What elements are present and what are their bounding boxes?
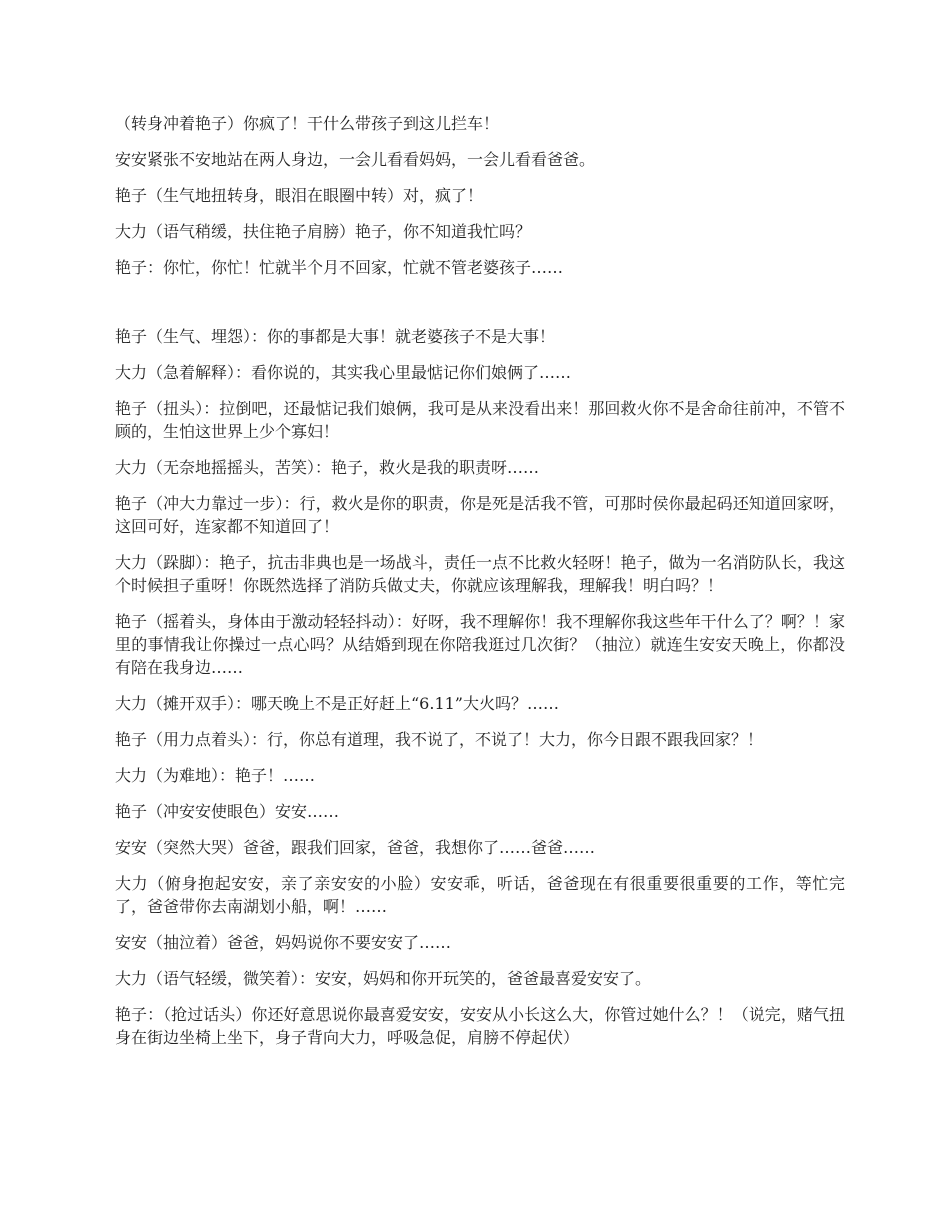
dialogue-line: 大力（语气轻缓，微笑着）：安安，妈妈和你开玩笑的，爸爸最喜爱安安了。 xyxy=(115,969,652,988)
dialogue-line: 艳子（冲大力靠过一步）：行，救火是你的职责，你是死是活我不管，可那时侯你最起码还知道回家呀，这回可好，连家都不知道回了！ xyxy=(115,494,845,536)
dialogue-line: 艳子（生气地扭转身，眼泪在眼圈中转）对，疯了！ xyxy=(115,186,484,205)
stage-direction: 安安紧张不安地站在两人身边，一会儿看看妈妈，一会儿看看爸爸。 xyxy=(115,150,596,169)
dialogue-line: 艳子（扭头）：拉倒吧，还最惦记我们娘俩，我可是从来没看出来！那回救火你不是舍命往前冲，不管不顾的，生怕这世界上少个寡妇！ xyxy=(115,399,845,441)
dialogue-line: 艳子：你忙，你忙！忙就半个月不回家，忙就不管老婆孩子…… xyxy=(115,258,564,277)
dialogue-line: 艳子（用力点着头）：行，你总有道理，我不说了，不说了！大力，你今日跟不跟我回家？！ xyxy=(115,730,764,749)
dialogue-line: 大力（俯身抱起安安，亲了亲安安的小脸）安安乖，听话，爸爸现在有很重要很重要的工作，等忙完了，爸爸带你去南湖划小船，啊！…… xyxy=(115,874,845,916)
dialogue-line: 大力（跺脚）：艳子，抗击非典也是一场战斗，责任一点不比救火轻呀！艳子，做为一名消防队长，我这个时候担子重呀！你既然选择了消防兵做丈夫，你就应该理解我，理解我！明白吗？！ xyxy=(115,553,845,595)
script-page xyxy=(115,112,845,1062)
dialogue-line: 大力（无奈地摇摇头，苦笑）：艳子，救火是我的职责呀…… xyxy=(115,458,540,477)
dialogue-line: 安安（突然大哭）爸爸，跟我们回家，爸爸，我想你了……爸爸…… xyxy=(115,838,596,857)
dialogue-line: 安安（抽泣着）爸爸，妈妈说你不要安安了…… xyxy=(115,933,452,952)
section-gap xyxy=(115,292,845,325)
dialogue-line: （转身冲着艳子）你疯了！干什么带孩子到这儿拦车！ xyxy=(115,114,500,133)
dialogue-line: 艳子（摇着头，身体由于激动轻轻抖动）：好呀，我不理解你！我不理解你我这些年干什么了？啊？！家里的事情我让你操过一点心吗？从结婚到现在你陪我逛过几次街？（抽泣）就连生安安天晚上，你都没有陪在我身边…… xyxy=(115,612,845,677)
dialogue-line: 大力（语气稍缓，扶住艳子肩膀）艳子，你不知道我忙吗？ xyxy=(115,222,532,241)
dialogue-line: 大力（急着解释）：看你说的，其实我心里最惦记你们娘俩了…… xyxy=(115,363,572,382)
dialogue-line: 艳子：（抢过话头）你还好意思说你最喜爱安安，安安从小长这么大，你管过她什么？！（说完，赌气扭身在街边坐椅上坐下，身子背向大力，呼吸急促，肩膀不停起伏） xyxy=(115,1005,845,1047)
dialogue-line: 艳子（冲安安使眼色）安安…… xyxy=(115,802,340,821)
dialogue-line: 大力（为难地）：艳子！…… xyxy=(115,766,316,785)
dialogue-line: 艳子（生气、埋怨）：你的事都是大事！就老婆孩子不是大事！ xyxy=(115,327,556,346)
dialogue-line: 大力（摊开双手）：哪天晚上不是正好赶上“6.11”大火吗？…… xyxy=(115,694,559,713)
